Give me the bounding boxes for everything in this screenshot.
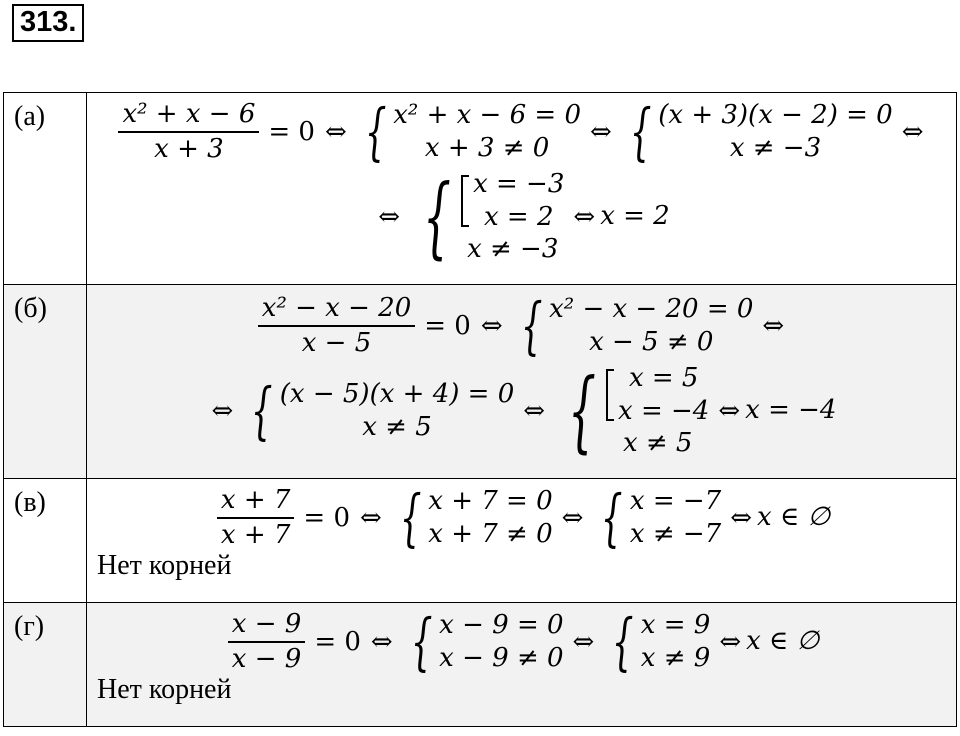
union-row: x = 5 <box>628 363 699 393</box>
equation-system <box>242 373 515 447</box>
equation-system <box>402 604 564 678</box>
no-roots-note: Нет корней <box>97 550 232 581</box>
system-row: x ≠ 5 <box>622 428 693 458</box>
answer: x = 2 <box>600 201 670 232</box>
system-row: x² − x − 20 = 0 <box>549 294 754 324</box>
curly-brace-icon: { <box>423 164 452 268</box>
square-bracket-icon <box>606 369 614 421</box>
system-row: x + 7 ≠ 0 <box>428 518 553 549</box>
answer: x ∈ ∅ <box>757 502 831 533</box>
system-row: x − 9 ≠ 0 <box>439 642 564 673</box>
curly-brace-icon: { <box>399 480 422 554</box>
fraction-denominator: x + 7 <box>220 519 291 550</box>
row-label: (а) <box>4 93 87 285</box>
equals-zero: = 0 <box>424 310 471 341</box>
equivalence-symbol: ⇔ <box>573 201 596 232</box>
equivalence-symbol: ⇔ <box>523 395 546 426</box>
solution-line <box>87 480 956 554</box>
curly-brace-icon: { <box>520 288 543 362</box>
curly-brace-icon: { <box>410 604 433 678</box>
solution-table <box>3 92 957 727</box>
equivalence-symbol: ⇔ <box>719 626 742 657</box>
fraction-denominator: x − 9 <box>231 643 302 674</box>
solution-row-b <box>4 285 957 479</box>
fraction-denominator: x − 5 <box>301 327 372 358</box>
system-row: x ≠ 5 <box>362 411 432 442</box>
fraction <box>217 486 295 549</box>
equivalence-symbol: ⇔ <box>590 116 612 147</box>
union-row: x = −3 <box>473 169 565 199</box>
row-label: (б) <box>4 285 87 479</box>
fraction-numerator: x − 9 <box>228 610 306 643</box>
equivalence-symbol: ⇔ <box>360 502 382 533</box>
row-label: (г) <box>4 603 87 727</box>
equivalence-symbol: ⇔ <box>901 116 924 147</box>
fraction-numerator: x + 7 <box>217 486 295 519</box>
solution-row-d <box>4 603 957 727</box>
answer: x = −4 <box>745 395 837 426</box>
equivalence-symbol: ⇔ <box>762 310 785 341</box>
system-row: x = −7 <box>629 486 722 516</box>
answer: x ∈ ∅ <box>746 626 820 657</box>
solution-line <box>87 358 956 462</box>
fraction-numerator: x² + x − 6 <box>118 100 259 133</box>
equivalence-symbol: ⇔ <box>572 626 595 657</box>
equals-zero: = 0 <box>314 626 361 657</box>
solution-row-a <box>4 93 957 285</box>
equation-system <box>592 480 722 554</box>
fraction-denominator: x + 3 <box>154 133 224 164</box>
solution-line <box>87 94 956 168</box>
system-row: x ≠ 9 <box>640 642 711 673</box>
system-row: x² + x − 6 = 0 <box>393 100 581 130</box>
fraction <box>118 100 259 163</box>
system-row: (x − 5)(x + 4) = 0 <box>279 379 515 410</box>
equivalence-symbol: ⇔ <box>480 310 503 341</box>
system-row: x − 5 ≠ 0 <box>589 326 714 357</box>
equation-system <box>356 94 581 168</box>
row-label: (в) <box>4 479 87 603</box>
system-row: x ≠ −7 <box>629 518 722 549</box>
equivalence-symbol: ⇔ <box>211 395 234 426</box>
curly-brace-icon: { <box>601 480 624 554</box>
solution-cell <box>87 285 957 479</box>
solution-union <box>606 362 709 427</box>
solution-row-c <box>4 479 957 603</box>
solution-union <box>461 168 564 233</box>
solution-line <box>87 604 956 678</box>
equivalence-symbol: ⇔ <box>370 626 393 657</box>
system-row: x ≠ −3 <box>729 132 822 163</box>
curly-brace-icon: { <box>612 604 634 678</box>
no-roots-note: Нет корней <box>97 674 232 705</box>
equation-system <box>621 94 893 168</box>
equivalence-symbol: ⇔ <box>378 201 401 232</box>
solution-line <box>87 164 956 268</box>
curly-brace-icon: { <box>629 94 652 168</box>
union-row: x = 2 <box>483 201 554 232</box>
equation-system <box>409 164 565 268</box>
equivalence-symbol: ⇔ <box>730 502 753 533</box>
equation-system <box>391 480 553 554</box>
system-row: (x + 3)(x − 2) = 0 <box>658 100 893 130</box>
curly-brace-icon: { <box>364 94 387 168</box>
task-number: 313. <box>12 4 84 42</box>
system-row: x + 7 = 0 <box>428 486 553 516</box>
fraction <box>258 294 415 357</box>
square-bracket-icon <box>461 175 469 227</box>
system-row: x = 9 <box>640 610 711 640</box>
equation-system <box>554 358 710 462</box>
equivalence-symbol: ⇔ <box>561 502 584 533</box>
curly-brace-icon: { <box>568 358 597 462</box>
equivalence-symbol: ⇔ <box>324 116 347 147</box>
equals-zero: = 0 <box>268 116 315 147</box>
solution-cell <box>87 93 957 285</box>
equation-system <box>512 288 754 362</box>
union-row: x = −4 <box>618 395 710 426</box>
curly-brace-icon: { <box>251 373 273 447</box>
equals-zero: = 0 <box>303 502 351 533</box>
equation-system <box>603 604 711 678</box>
solution-cell <box>87 479 957 603</box>
system-row: x ≠ −3 <box>467 234 559 264</box>
system-row: x − 9 = 0 <box>439 610 564 640</box>
solution-cell <box>87 603 957 727</box>
solution-line <box>87 288 956 362</box>
fraction <box>228 610 306 673</box>
fraction-numerator: x² − x − 20 <box>258 294 415 327</box>
system-row: x + 3 ≠ 0 <box>424 132 550 163</box>
equivalence-symbol: ⇔ <box>718 395 741 426</box>
